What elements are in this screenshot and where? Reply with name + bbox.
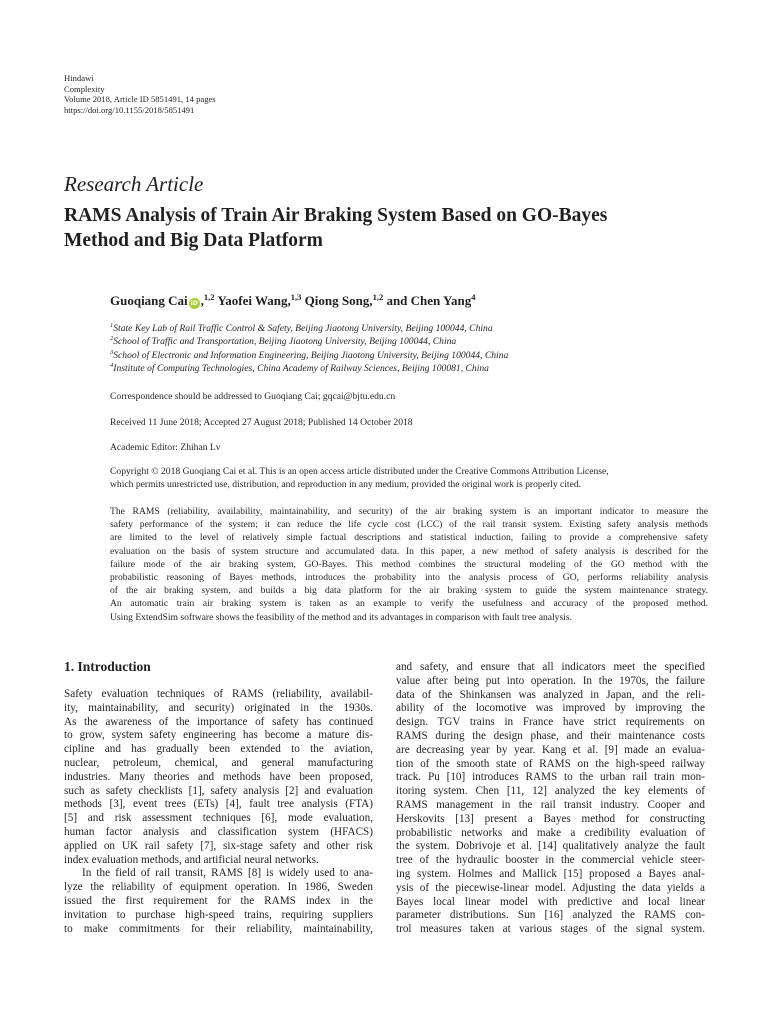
body-line: In the field of rail transit, RAMS [8] is widely used to ana-: [82, 867, 373, 880]
body-column-right: [396, 661, 705, 937]
body-line: nuclear, petroleum, chemical, and general manufacturing: [64, 756, 373, 769]
body-line: [5] and risk assessment techniques [6], mode evaluation,: [64, 812, 373, 825]
author-affiliation-sup: 1,3: [290, 292, 302, 302]
affiliation-line: [110, 335, 508, 348]
affiliation-text: School of Electronic and Information Engineering, Beijing Jiaotong University, Beijing 100044, China: [113, 349, 509, 361]
affiliation-text: School of Traffic and Transportation, Beijing Jiaotong University, Beijing 100044, China: [113, 336, 457, 348]
body-line: data of the Shinkansen was analyzed in Japan, and the reli-: [396, 688, 705, 701]
abstract-line: failure mode of the air braking system, GO-Bayes. This method combines the structural modeling of the GO method with the: [110, 558, 708, 570]
body-line: invitation to purchase high-speed trains, requiring suppliers: [64, 908, 373, 921]
body-line: itoring system. Chen [11, 12] analyzed the key elements of: [396, 785, 705, 798]
affiliation-text: Institute of Computing Technologies, China Academy of Railway Sciences, Beijing 100081, China: [113, 363, 489, 375]
abstract-line: An automatic train air braking system is taken as an example to verify the usefulness and accuracy of the proposed method.: [110, 598, 708, 610]
author-name[interactable]: Yaofei Wang,: [217, 293, 291, 308]
abstract-line: evaluation on the basis of system structure and accumulated data. In this paper, a new method of safety analysis is described for the: [110, 545, 708, 557]
body-line: ability of the locomotive was improved by improving the: [396, 702, 705, 715]
body-line: tion of the smooth state of RAMS on the high-speed railway: [396, 757, 705, 770]
academic-editor: Academic Editor: Zhihan Lv: [110, 442, 221, 453]
author-name[interactable]: Guoqiang Cai: [110, 293, 188, 308]
body-line: Herskovits [13] present a Bayes method for constructing: [396, 812, 705, 825]
abstract-line: of the air braking system, and builds a big data platform for the air braking system to guide the system maintenance strategy.: [110, 585, 708, 597]
author-list: Guoqiang Cai iD ,$^{1,2}$ Yaofei Wang,$^{1,3}$ Qiong Song,$^{1,2}$ and Chen Yang$^4$: [110, 292, 476, 308]
body-line: RAMS management in the rail transit industry. Cooper and: [396, 798, 705, 811]
abstract: [110, 505, 708, 624]
body-line: the system. Dobrivoje et al. [14] qualitatively analyze the fault: [396, 840, 705, 853]
author-affiliation-sup: 4: [471, 292, 476, 302]
affiliation-text: State Key Lab of Rail Traffic Control & Safety, Beijing Jiaotong University, Beijing 100044, China: [113, 323, 493, 334]
article-type: Research Article: [64, 172, 204, 196]
affiliation-number: 4: [110, 362, 114, 370]
body-line: ing system. Holmes and Mallick [15] proposed a Bayes anal-: [396, 867, 705, 880]
author-affiliation-sup: 1,2: [372, 292, 384, 302]
paper-title: [64, 203, 714, 253]
affiliations: [110, 322, 508, 376]
body-line: to grow, system safety engineering has become a mature dis-: [64, 729, 373, 742]
body-line: ity, maintainability, and security) originated in the 1930s.: [64, 701, 373, 714]
abstract-line: probabilistic reasoning of Bayes methods, introduces the probability into the analysis process of GO, performs reliability analysis: [110, 572, 708, 584]
abstract-line: safety performance of the system; it can reduce the life cycle cost (LCC) of the rail transit system. Existing safety analysis methods: [110, 519, 708, 531]
volume-info: Volume 2018, Article ID 5851491, 14 pages: [64, 94, 216, 105]
copyright-line: which permits unrestricted use, distribution, and reproduction in any medium, provided the original work is properly cited.: [110, 479, 582, 491]
copyright-notice: [110, 465, 710, 492]
body-line: value after being put into operation. In the 1970s, the failure: [396, 674, 705, 687]
affiliation-number: 2: [110, 335, 114, 343]
body-line: cipline and has gradually been extended to the aviation,: [64, 743, 373, 756]
body-line: Safety evaluation techniques of RAMS (reliability, availabil-: [64, 688, 373, 700]
body-line: design. TGV trains in France have strict requirements on: [396, 716, 705, 729]
body-column-left: [64, 688, 373, 936]
journal-name: Complexity: [64, 83, 105, 94]
affiliation-line: [110, 362, 508, 375]
author-affiliation-sup: 1,2: [203, 292, 215, 302]
correspondence: Correspondence should be addressed to Guoqiang Cai; gqcai@bjtu.edu.cn: [110, 391, 396, 402]
author-name[interactable]: and Chen Yang: [386, 293, 472, 308]
affiliation-number: 3: [110, 348, 114, 356]
body-line: applied on UK rail safety [7], six-stage safety and other risk: [64, 839, 373, 852]
journal-header: [64, 73, 216, 115]
copyright-line: Copyright © 2018 Guoqiang Cai et al. This is an open access article distributed under the Creative Commons Attribution License,: [110, 466, 609, 477]
body-line: Bayes local linear model with predictive and local linear: [396, 895, 705, 908]
body-line: probabilistic networks and make a credibility evaluation of: [396, 826, 705, 839]
publisher-name: Hindawi: [64, 73, 94, 83]
body-line: track. Pu [10] introduces RAMS to the urban rail train mon-: [396, 771, 705, 784]
body-line: parameter distributions. Sun [16] analyzed the RAMS con-: [396, 909, 705, 922]
doi-link[interactable]: https://doi.org/10.1155/2018/5851491: [64, 104, 195, 115]
body-line: human factor analysis and classification system (HFACS): [64, 825, 373, 838]
body-line: to make commitments for their reliability, maintainability,: [64, 922, 373, 935]
body-line: and safety, and ensure that all indicators meet the specified: [396, 661, 705, 673]
body-line: such as safety checklists [1], safety analysis [2] and evaluation: [64, 784, 373, 797]
abstract-line: The RAMS (reliability, availability, maintainability, and security) of the air braking system is an important indicator to measure the: [110, 506, 708, 517]
body-line: industries. Many theories and methods have been proposed,: [64, 770, 373, 783]
body-line: ysis of the piecewise-linear model. Adjusting the data yields a: [396, 881, 705, 894]
body-line: tree of the hydraulic booster in the commercial vehicle steer-: [396, 854, 705, 867]
publication-dates: Received 11 June 2018; Accepted 27 August 2018; Published 14 October 2018: [110, 417, 413, 428]
title-line: Method and Big Data Platform: [64, 230, 323, 251]
abstract-line: Using ExtendSim software shows the feasibility of the method and its advantages in comparison with fault tree analysis.: [110, 611, 573, 623]
body-line: are decreasing year by year. Kang et al. [9] made an evalua-: [396, 743, 705, 756]
affiliation-line: [110, 322, 508, 335]
affiliation-number: 1: [110, 322, 114, 329]
author-name[interactable]: Qiong Song,: [304, 293, 373, 308]
title-line: RAMS Analysis of Train Air Braking System Based on GO-Bayes: [64, 205, 608, 226]
body-line: issued the first requirement for the RAMS index in the: [64, 894, 373, 907]
body-line: As the awareness of the importance of safety has continued: [64, 715, 373, 728]
orcid-icon[interactable]: iD: [190, 300, 198, 307]
body-line: index evaluation methods, and artificial neural networks.: [64, 853, 319, 866]
body-line: lyze the reliability of equipment operation. In 1986, Sweden: [64, 881, 373, 894]
body-line: trol measures taken at various stages of the signal system.: [396, 923, 705, 936]
affiliation-line: [110, 349, 508, 362]
body-line: methods [3], event trees (ETs) [4], fault tree analysis (FTA): [64, 798, 373, 811]
abstract-line: are limited to the level of relatively simple factual descriptions and statistical induction, failing to provide a comprehensive safety: [110, 532, 708, 544]
section-heading: 1. Introduction: [64, 659, 151, 674]
body-line: RAMS during the design phase, and their maintenance costs: [396, 729, 705, 742]
